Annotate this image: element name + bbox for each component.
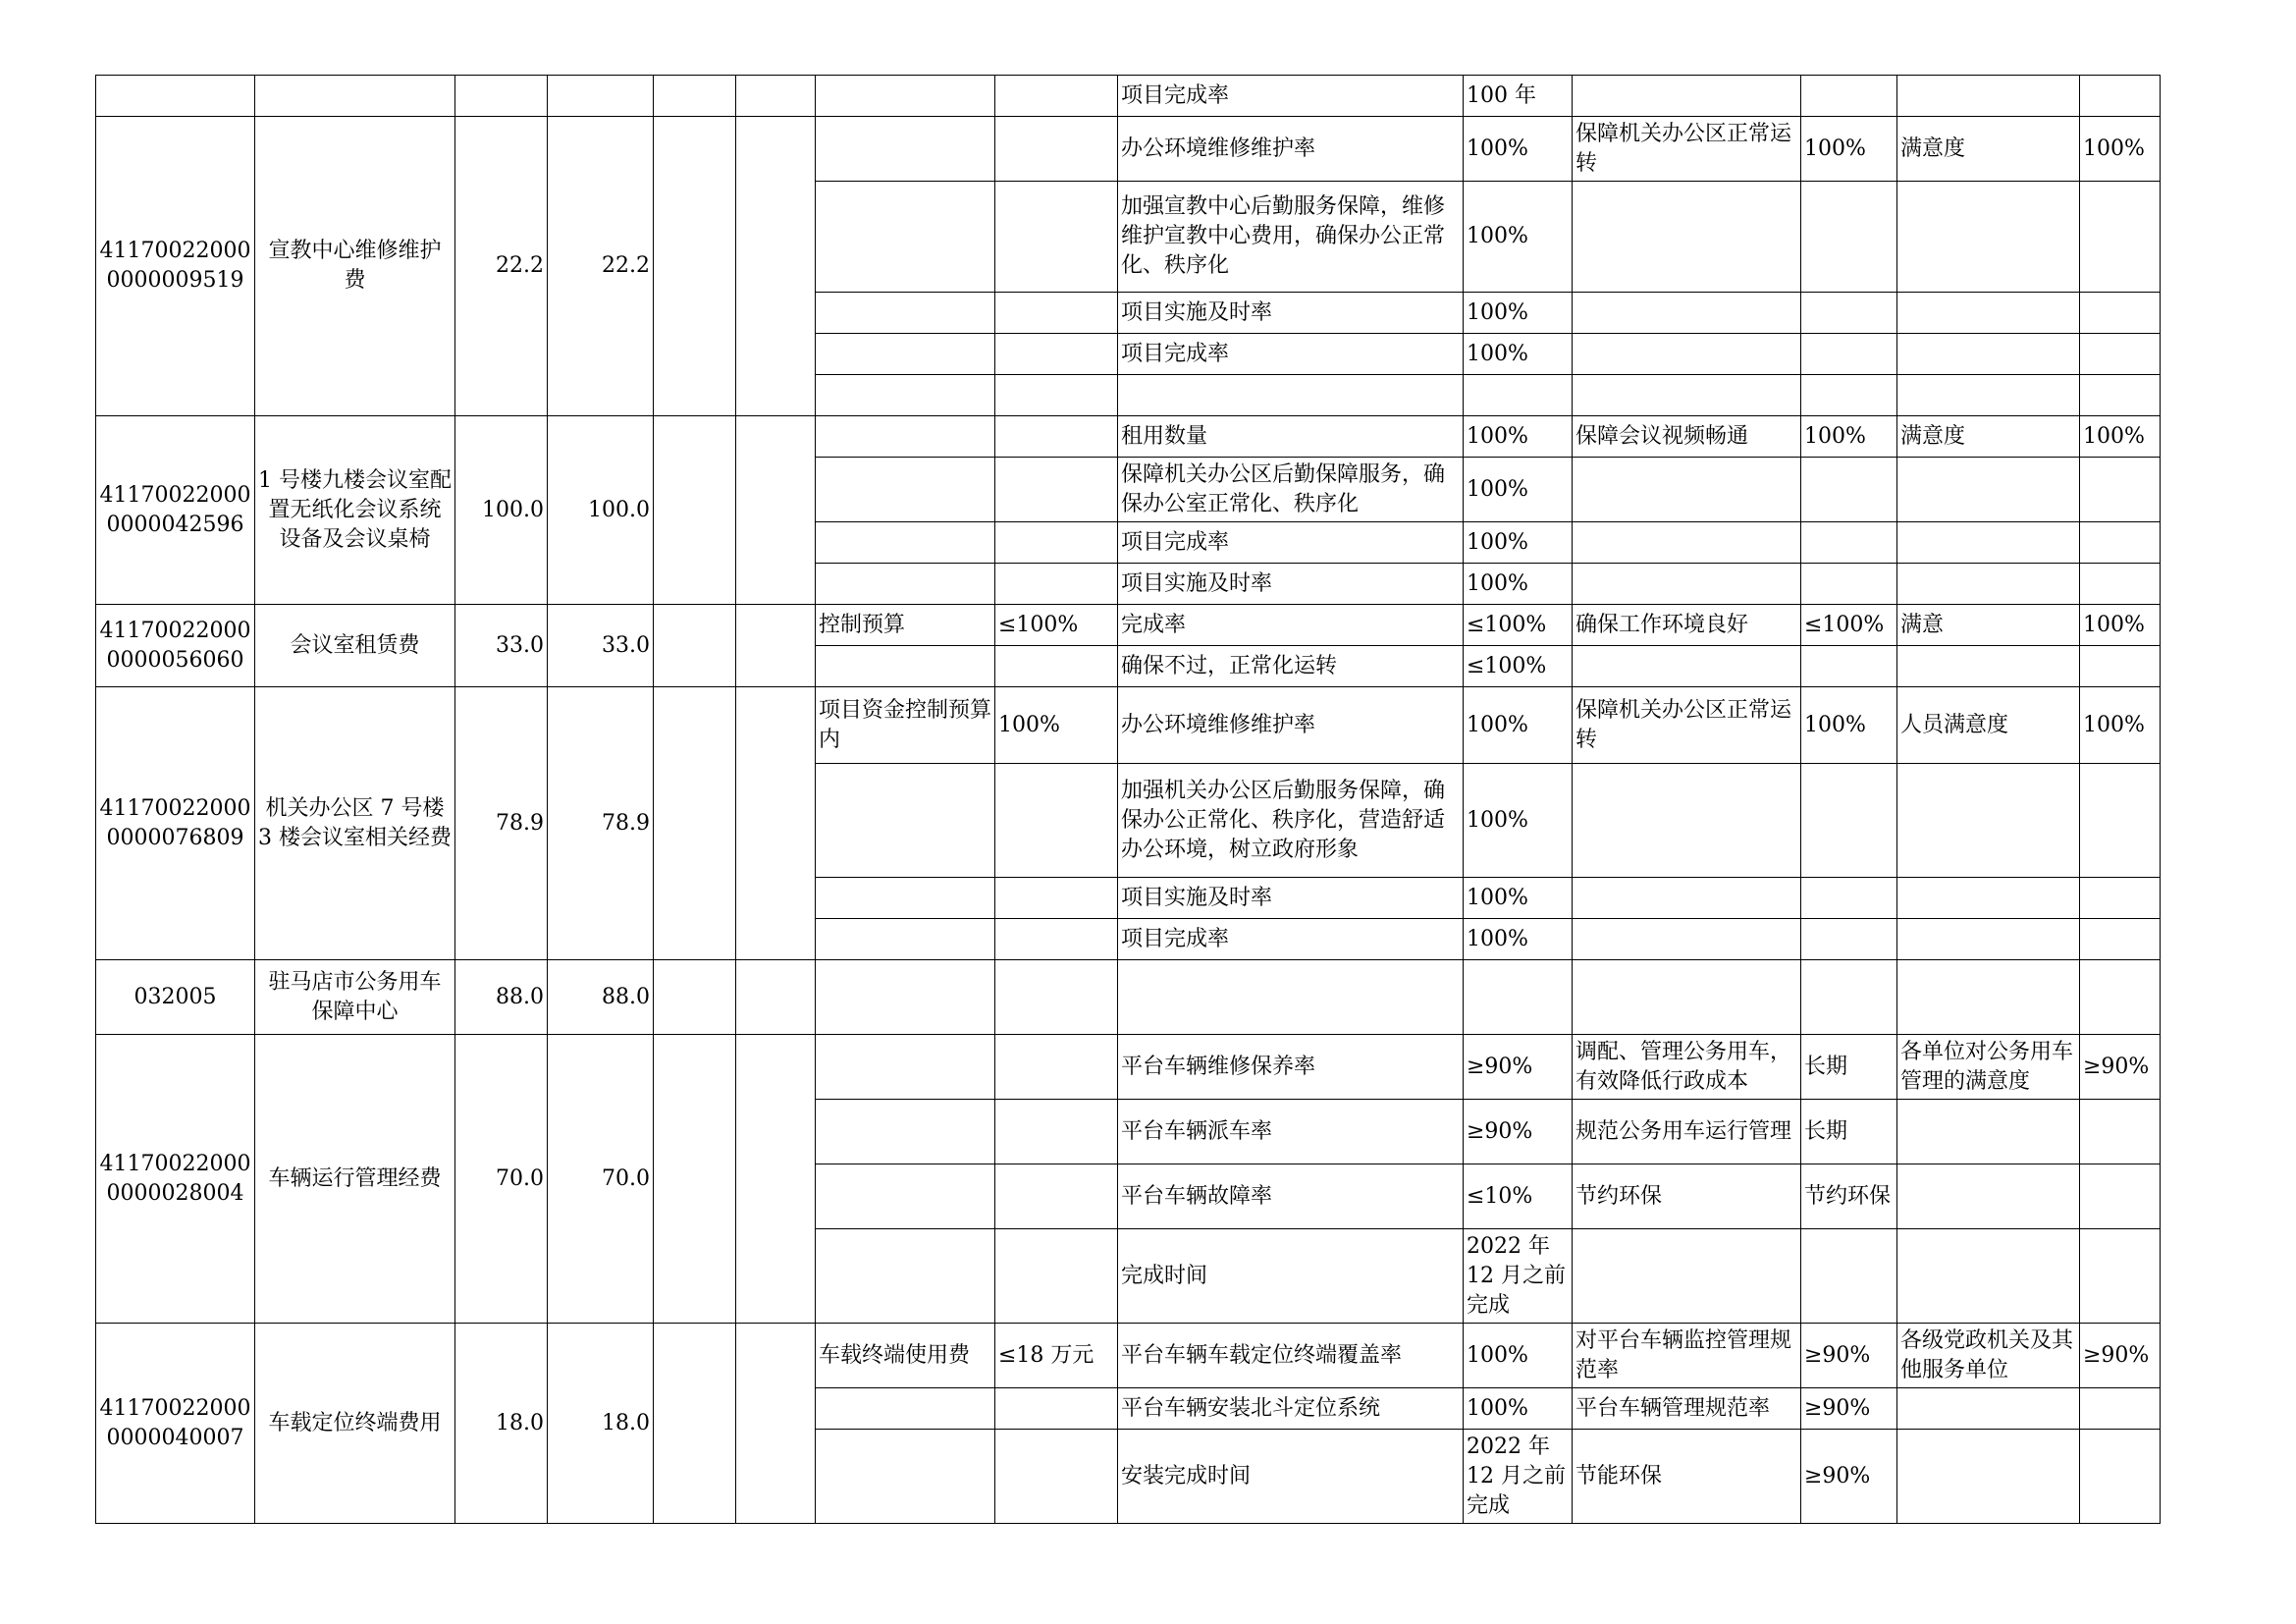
table-cell bbox=[995, 375, 1118, 416]
table-cell bbox=[1573, 458, 1801, 522]
table-cell bbox=[1897, 764, 2080, 878]
table-cell bbox=[1801, 375, 1897, 416]
table-cell bbox=[2080, 458, 2161, 522]
table-cell bbox=[455, 76, 548, 117]
table-cell bbox=[654, 416, 736, 605]
table-cell: 100 年 bbox=[1464, 76, 1573, 117]
table-cell: 控制预算 bbox=[816, 605, 995, 646]
table-cell: 1 号楼九楼会议室配置无纸化会议系统设备及会议桌椅 bbox=[255, 416, 455, 605]
table-cell: 平台车辆管理规范率 bbox=[1573, 1388, 1801, 1430]
table-cell: 项目完成率 bbox=[1118, 76, 1464, 117]
table-cell bbox=[2080, 878, 2161, 919]
table-cell: 完成率 bbox=[1118, 605, 1464, 646]
table-cell bbox=[654, 1035, 736, 1324]
table-cell bbox=[1897, 293, 2080, 334]
table-cell bbox=[2080, 522, 2161, 564]
table-cell bbox=[2080, 334, 2161, 375]
table-cell bbox=[816, 458, 995, 522]
table-row bbox=[96, 687, 2161, 764]
table-cell bbox=[995, 764, 1118, 878]
table-cell bbox=[654, 76, 736, 117]
table-cell: 70.0 bbox=[548, 1035, 654, 1324]
table-cell bbox=[816, 117, 995, 182]
table-row bbox=[96, 605, 2161, 646]
table-cell: 驻马店市公务用车保障中心 bbox=[255, 960, 455, 1035]
table-cell bbox=[1897, 76, 2080, 117]
table-row bbox=[96, 416, 2161, 458]
table-cell bbox=[736, 605, 816, 687]
table-cell: ≥90% bbox=[2080, 1324, 2161, 1388]
table-cell bbox=[654, 1324, 736, 1524]
table-cell: 加强宣教中心后勤服务保障，维修维护宣教中心费用，确保办公正常化、秩序化 bbox=[1118, 182, 1464, 293]
table-cell: 100% bbox=[1464, 522, 1573, 564]
table-cell: 2022 年 12 月之前完成 bbox=[1464, 1229, 1573, 1324]
table-cell bbox=[1118, 960, 1464, 1035]
table-cell: 满意 bbox=[1897, 605, 2080, 646]
table-cell bbox=[654, 117, 736, 416]
table-cell: 项目完成率 bbox=[1118, 522, 1464, 564]
table-cell: ≥90% bbox=[1801, 1430, 1897, 1524]
table-cell bbox=[2080, 564, 2161, 605]
table-cell bbox=[995, 646, 1118, 687]
table-cell: 节能环保 bbox=[1573, 1430, 1801, 1524]
table-cell: ≤100% bbox=[1801, 605, 1897, 646]
table-cell: 会议室租赁费 bbox=[255, 605, 455, 687]
table-cell: 对平台车辆监控管理规范率 bbox=[1573, 1324, 1801, 1388]
table-cell: 100% bbox=[1464, 458, 1573, 522]
table-cell bbox=[736, 687, 816, 960]
table-cell bbox=[1573, 764, 1801, 878]
table-cell: 节约环保 bbox=[1573, 1164, 1801, 1229]
table-cell: 22.2 bbox=[455, 117, 548, 416]
table-cell bbox=[2080, 1164, 2161, 1229]
table-cell bbox=[1801, 764, 1897, 878]
table-cell bbox=[2080, 1430, 2161, 1524]
table-cell: 保障机关办公区正常运转 bbox=[1573, 117, 1801, 182]
table-cell bbox=[1801, 919, 1897, 960]
table-cell bbox=[995, 182, 1118, 293]
table-cell bbox=[2080, 764, 2161, 878]
table-cell bbox=[995, 334, 1118, 375]
table-cell: 78.9 bbox=[548, 687, 654, 960]
table-cell bbox=[1897, 458, 2080, 522]
table-cell: 办公环境维修维护率 bbox=[1118, 117, 1464, 182]
table-cell bbox=[654, 960, 736, 1035]
table-cell: 人员满意度 bbox=[1897, 687, 2080, 764]
table-cell bbox=[1897, 1229, 2080, 1324]
table-row bbox=[96, 117, 2161, 182]
table-cell bbox=[1897, 878, 2080, 919]
table-cell bbox=[736, 117, 816, 416]
table-cell: 22.2 bbox=[548, 117, 654, 416]
table-cell: 车载终端使用费 bbox=[816, 1324, 995, 1388]
table-cell bbox=[995, 1100, 1118, 1164]
table-cell bbox=[1573, 375, 1801, 416]
table-cell bbox=[816, 960, 995, 1035]
table-cell: 411700220000000076809 bbox=[96, 687, 255, 960]
table-cell: 确保工作环境良好 bbox=[1573, 605, 1801, 646]
table-cell: ≤100% bbox=[1464, 646, 1573, 687]
table-cell: 100% bbox=[1801, 416, 1897, 458]
table-cell: ≥90% bbox=[1801, 1388, 1897, 1430]
table-cell bbox=[1573, 878, 1801, 919]
table-cell: 33.0 bbox=[548, 605, 654, 687]
table-cell: ≥90% bbox=[1464, 1100, 1573, 1164]
table-cell bbox=[654, 605, 736, 687]
table-cell bbox=[816, 76, 995, 117]
table-cell: ≥90% bbox=[2080, 1035, 2161, 1100]
table-cell bbox=[995, 564, 1118, 605]
table-cell bbox=[995, 960, 1118, 1035]
table-cell: 88.0 bbox=[455, 960, 548, 1035]
table-cell bbox=[816, 293, 995, 334]
table-cell: 411700220000000040007 bbox=[96, 1324, 255, 1524]
table-cell bbox=[816, 564, 995, 605]
table-cell bbox=[1573, 960, 1801, 1035]
table-cell: 100% bbox=[1464, 334, 1573, 375]
table-cell: 33.0 bbox=[455, 605, 548, 687]
table-cell bbox=[1118, 375, 1464, 416]
table-cell: 100% bbox=[1464, 1324, 1573, 1388]
table-cell: 确保不过，正常化运转 bbox=[1118, 646, 1464, 687]
table-cell: ≤10% bbox=[1464, 1164, 1573, 1229]
table-cell: 长期 bbox=[1801, 1100, 1897, 1164]
table-cell bbox=[1801, 522, 1897, 564]
table-cell bbox=[816, 1430, 995, 1524]
table-cell bbox=[1897, 182, 2080, 293]
table-cell bbox=[1573, 919, 1801, 960]
table-cell bbox=[995, 416, 1118, 458]
table-cell bbox=[1897, 1388, 2080, 1430]
performance-table bbox=[95, 75, 2161, 1524]
table-cell: 租用数量 bbox=[1118, 416, 1464, 458]
table-cell bbox=[1801, 334, 1897, 375]
table-cell: 032005 bbox=[96, 960, 255, 1035]
table-cell: ≥90% bbox=[1801, 1324, 1897, 1388]
table-cell: 100% bbox=[1801, 687, 1897, 764]
table-cell bbox=[1464, 960, 1573, 1035]
table-cell: 411700220000000009519 bbox=[96, 117, 255, 416]
table-cell bbox=[1897, 1164, 2080, 1229]
table-cell bbox=[2080, 293, 2161, 334]
table-cell: 411700220000000042596 bbox=[96, 416, 255, 605]
table-cell bbox=[1897, 1100, 2080, 1164]
table-cell bbox=[1573, 1229, 1801, 1324]
table-cell bbox=[1573, 76, 1801, 117]
table-cell bbox=[995, 76, 1118, 117]
table-cell: ≤18 万元 bbox=[995, 1324, 1118, 1388]
table-cell: 平台车辆安装北斗定位系统 bbox=[1118, 1388, 1464, 1430]
table-cell bbox=[816, 1100, 995, 1164]
table-cell bbox=[1801, 458, 1897, 522]
table-cell bbox=[816, 375, 995, 416]
table-cell bbox=[2080, 646, 2161, 687]
table-cell: 100% bbox=[2080, 687, 2161, 764]
table-cell: 平台车辆派车率 bbox=[1118, 1100, 1464, 1164]
table-cell: 100% bbox=[2080, 117, 2161, 182]
table-cell: 项目实施及时率 bbox=[1118, 564, 1464, 605]
table-cell bbox=[1801, 646, 1897, 687]
table-cell bbox=[2080, 1388, 2161, 1430]
table-cell bbox=[2080, 375, 2161, 416]
table-cell: 车辆运行管理经费 bbox=[255, 1035, 455, 1324]
table-cell bbox=[2080, 919, 2161, 960]
table-cell bbox=[1801, 76, 1897, 117]
table-cell bbox=[816, 919, 995, 960]
table-cell bbox=[816, 1035, 995, 1100]
table-cell: 100% bbox=[1464, 117, 1573, 182]
table-cell bbox=[816, 878, 995, 919]
table-cell: 平台车辆车载定位终端覆盖率 bbox=[1118, 1324, 1464, 1388]
table-cell bbox=[548, 76, 654, 117]
table-cell: 平台车辆故障率 bbox=[1118, 1164, 1464, 1229]
table-cell bbox=[2080, 1100, 2161, 1164]
table-row bbox=[96, 76, 2161, 117]
table-cell bbox=[1897, 646, 2080, 687]
table-cell bbox=[736, 76, 816, 117]
table-cell: 保障机关办公区后勤保障服务，确保办公室正常化、秩序化 bbox=[1118, 458, 1464, 522]
table-cell: 长期 bbox=[1801, 1035, 1897, 1100]
table-cell bbox=[1801, 1229, 1897, 1324]
table-cell bbox=[1573, 293, 1801, 334]
table-cell bbox=[816, 1388, 995, 1430]
table-cell: 100% bbox=[1464, 878, 1573, 919]
table-cell: 100% bbox=[1464, 293, 1573, 334]
table-cell bbox=[1897, 522, 2080, 564]
table-cell bbox=[1897, 960, 2080, 1035]
table-cell bbox=[995, 919, 1118, 960]
table-cell: 规范公务用车运行管理 bbox=[1573, 1100, 1801, 1164]
table-cell: 100% bbox=[2080, 416, 2161, 458]
table-cell: 满意度 bbox=[1897, 117, 2080, 182]
table-cell: ≤100% bbox=[995, 605, 1118, 646]
table-cell bbox=[1573, 334, 1801, 375]
table-cell: 项目完成率 bbox=[1118, 919, 1464, 960]
table-cell bbox=[995, 1229, 1118, 1324]
table-cell bbox=[1573, 522, 1801, 564]
table-cell bbox=[2080, 960, 2161, 1035]
table-cell bbox=[1801, 293, 1897, 334]
table-cell: 宣教中心维修维护费 bbox=[255, 117, 455, 416]
table-cell bbox=[1897, 564, 2080, 605]
table-cell bbox=[816, 764, 995, 878]
table-cell bbox=[1573, 564, 1801, 605]
table-cell: 调配、管理公务用车，有效降低行政成本 bbox=[1573, 1035, 1801, 1100]
table-cell: 100% bbox=[2080, 605, 2161, 646]
table-cell bbox=[1897, 1430, 2080, 1524]
table-cell: 18.0 bbox=[455, 1324, 548, 1524]
table-cell bbox=[1801, 878, 1897, 919]
table-cell: 100% bbox=[995, 687, 1118, 764]
table-cell: 78.9 bbox=[455, 687, 548, 960]
table-cell: 加强机关办公区后勤服务保障，确保办公正常化、秩序化，营造舒适办公环境，树立政府形象 bbox=[1118, 764, 1464, 878]
table-cell: 项目实施及时率 bbox=[1118, 293, 1464, 334]
table-cell bbox=[1897, 919, 2080, 960]
table-row bbox=[96, 1324, 2161, 1388]
table-cell bbox=[654, 687, 736, 960]
table-cell: 项目实施及时率 bbox=[1118, 878, 1464, 919]
table-cell: ≤100% bbox=[1464, 605, 1573, 646]
table-row bbox=[96, 960, 2161, 1035]
table-cell bbox=[995, 1430, 1118, 1524]
table-cell bbox=[1801, 564, 1897, 605]
table-cell bbox=[1464, 375, 1573, 416]
table-cell bbox=[1897, 334, 2080, 375]
table-cell: 节约环保 bbox=[1801, 1164, 1897, 1229]
table-cell bbox=[1897, 375, 2080, 416]
table-cell bbox=[995, 293, 1118, 334]
table-cell bbox=[736, 960, 816, 1035]
table-cell: 100% bbox=[1801, 117, 1897, 182]
table-cell: 100.0 bbox=[548, 416, 654, 605]
table-cell: 项目资金控制预算内 bbox=[816, 687, 995, 764]
table-cell: 车载定位终端费用 bbox=[255, 1324, 455, 1524]
table-cell: 平台车辆维修保养率 bbox=[1118, 1035, 1464, 1100]
table-cell: 机关办公区 7 号楼 3 楼会议室相关经费 bbox=[255, 687, 455, 960]
table-cell: 100% bbox=[1464, 919, 1573, 960]
table-cell bbox=[816, 1164, 995, 1229]
table-cell: 411700220000000056060 bbox=[96, 605, 255, 687]
table-cell: 100% bbox=[1464, 416, 1573, 458]
table-cell: 100% bbox=[1464, 687, 1573, 764]
table-cell bbox=[995, 117, 1118, 182]
table-cell bbox=[96, 76, 255, 117]
table-cell bbox=[1801, 182, 1897, 293]
table-cell: 安装完成时间 bbox=[1118, 1430, 1464, 1524]
table-cell bbox=[736, 416, 816, 605]
table-cell: 100% bbox=[1464, 182, 1573, 293]
table-cell: 各级党政机关及其他服务单位 bbox=[1897, 1324, 2080, 1388]
table-row bbox=[96, 1035, 2161, 1100]
table-cell bbox=[995, 1164, 1118, 1229]
table-cell: 2022 年 12 月之前完成 bbox=[1464, 1430, 1573, 1524]
table-cell bbox=[995, 522, 1118, 564]
table-cell: 保障机关办公区正常运转 bbox=[1573, 687, 1801, 764]
table-cell: 办公环境维修维护率 bbox=[1118, 687, 1464, 764]
table-cell: 满意度 bbox=[1897, 416, 2080, 458]
table-cell bbox=[736, 1035, 816, 1324]
table-cell: 411700220000000028004 bbox=[96, 1035, 255, 1324]
table-cell bbox=[2080, 1229, 2161, 1324]
table-cell: 完成时间 bbox=[1118, 1229, 1464, 1324]
table-cell bbox=[2080, 182, 2161, 293]
table-cell: 88.0 bbox=[548, 960, 654, 1035]
table-cell bbox=[995, 1388, 1118, 1430]
table-cell bbox=[1573, 182, 1801, 293]
table-cell bbox=[816, 334, 995, 375]
table-cell bbox=[995, 458, 1118, 522]
table-cell: 保障会议视频畅通 bbox=[1573, 416, 1801, 458]
table-cell bbox=[816, 416, 995, 458]
table-cell: 70.0 bbox=[455, 1035, 548, 1324]
table-cell bbox=[1801, 960, 1897, 1035]
table-cell bbox=[1573, 646, 1801, 687]
table-cell bbox=[995, 878, 1118, 919]
table-cell: ≥90% bbox=[1464, 1035, 1573, 1100]
table-cell: 项目完成率 bbox=[1118, 334, 1464, 375]
table-cell: 18.0 bbox=[548, 1324, 654, 1524]
table-cell: 100% bbox=[1464, 764, 1573, 878]
table-cell: 各单位对公务用车管理的满意度 bbox=[1897, 1035, 2080, 1100]
table-cell bbox=[816, 522, 995, 564]
table-cell bbox=[995, 1035, 1118, 1100]
table-cell: 100% bbox=[1464, 564, 1573, 605]
table-cell: 100% bbox=[1464, 1388, 1573, 1430]
table-cell bbox=[255, 76, 455, 117]
table-cell bbox=[816, 182, 995, 293]
table-cell bbox=[816, 1229, 995, 1324]
table-cell: 100.0 bbox=[455, 416, 548, 605]
table-cell bbox=[736, 1324, 816, 1524]
table-cell bbox=[816, 646, 995, 687]
table-cell bbox=[2080, 76, 2161, 117]
